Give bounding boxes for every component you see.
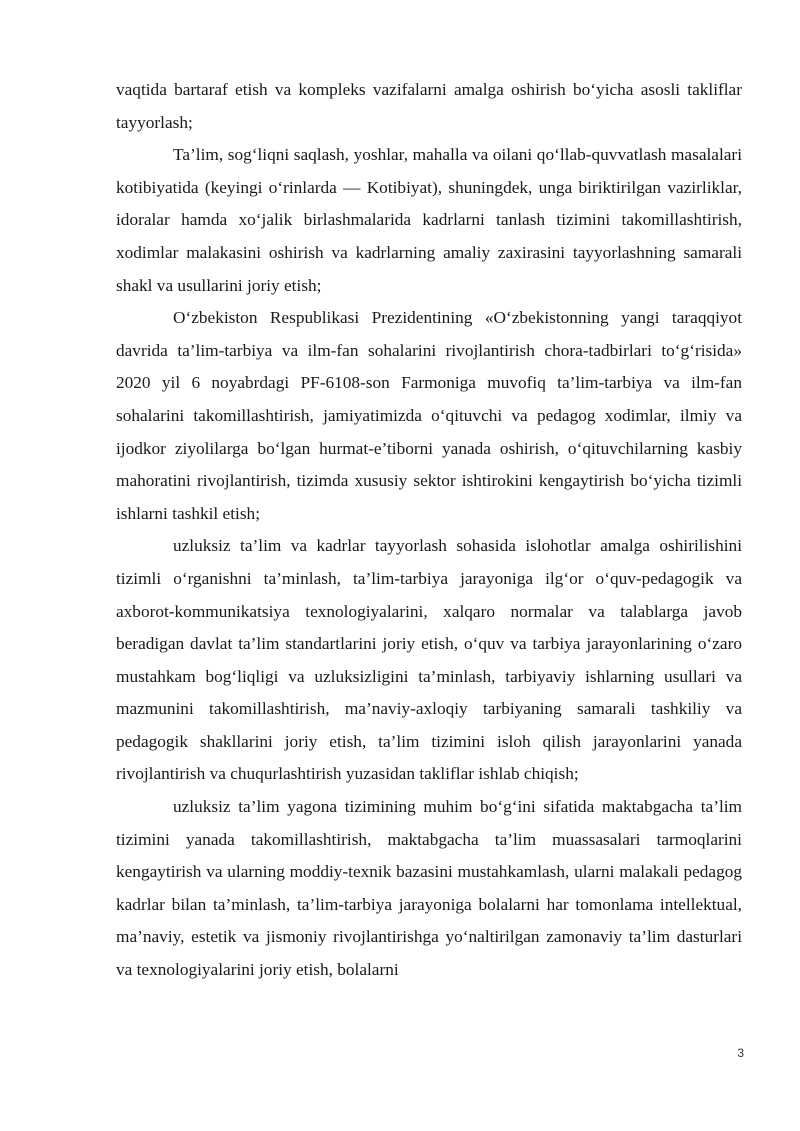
paragraph-continuous-education: uzluksiz ta’lim va kadrlar tayyorlash sohasida islohotlar amalga oshirilishini tizimli o‘rganishni ta’minlash, ta’lim-tarbiya jarayoniga ilg‘or o‘quv-pedagogik va axborot-kommunikatsiya texnologiyalarini, xalqaro normalar va talablarga javob beradigan davlat ta’lim standartlarini joriy etish, o‘quv va tarbiya jarayonlarining o‘zaro mustahkam bog‘liqligi va uzluksizligini ta’minlash, tarbiyaviy ishlarning usullari va mazmunini takomillashtirish, ma’naviy-axloqiy tarbiyaning samarali tashkiliy va pedagogik shakllarini joriy etish, ta’lim tizimini isloh qilish jarayonlarini yanada rivojlantirish va chuqurlashtirish yuzasidan takliflar ishlab chiqish; [116, 536, 742, 784]
document-body [116, 74, 742, 987]
paragraph-preschool-education: uzluksiz ta’lim yagona tizimining muhim bo‘g‘ini sifatida maktabgacha ta’lim tizimini yanada takomillashtirish, maktabgacha ta’lim muassasalari tarmoqlarini kengaytirish va ularning moddiy-texnik bazasini mustahkamlash, ularni malakali pedagog kadrlar bilan ta’minlash, ta’lim-tarbiya jarayoniga bolalarni har tomonlama intellektual, ma’naviy, estetik va jismoniy rivojlantirishga yo‘naltirilgan zamonaviy ta’lim dasturlari va texnologiyalarini joriy etish, bolalarni [116, 797, 742, 980]
paragraph-secretariat-staffing: Ta’lim, sog‘liqni saqlash, yoshlar, mahalla va oilani qo‘llab-quvvatlash masalalari kotibiyatida (keyingi o‘rinlarda — Kotibiyat), shuningdek, unga biriktirilgan vazirliklar, idoralar hamda xo‘jalik birlashmalarida kadrlarni tanlash tizimini takomillashtirish, xodimlar malakasini oshirish va kadrlarning amaliy zaxirasini tayyorlashning samarali shakl va usullarini joriy etish; [116, 145, 742, 295]
paragraph-continuation: vaqtida bartaraf etish va kompleks vazifalarni amalga oshirish bo‘yicha asosli takliflar tayyorlash; [116, 80, 742, 132]
page-number: 3 [737, 1046, 744, 1060]
paragraph-presidential-decree: O‘zbekiston Respublikasi Prezidentining «O‘zbekistonning yangi taraqqiyot davrida ta’lim-tarbiya va ilm-fan sohalarini rivojlantirish chora-tadbirlari to‘g‘risida» 2020 yil 6 noyabrdagi PF-6108-son Farmoniga muvofiq ta’lim-tarbiya va ilm-fan sohalarini takomillashtirish, jamiyatimizda o‘qituvchi va pedagog xodimlar, ilmiy va ijodkor ziyolilarga bo‘lgan hurmat-e’tiborni yanada oshirish, o‘qituvchilarning kasbiy mahoratini rivojlantirish, tizimda xususiy sektor ishtirokini kengaytirish bo‘yicha tizimli ishlarni tashkil etish; [116, 308, 742, 523]
